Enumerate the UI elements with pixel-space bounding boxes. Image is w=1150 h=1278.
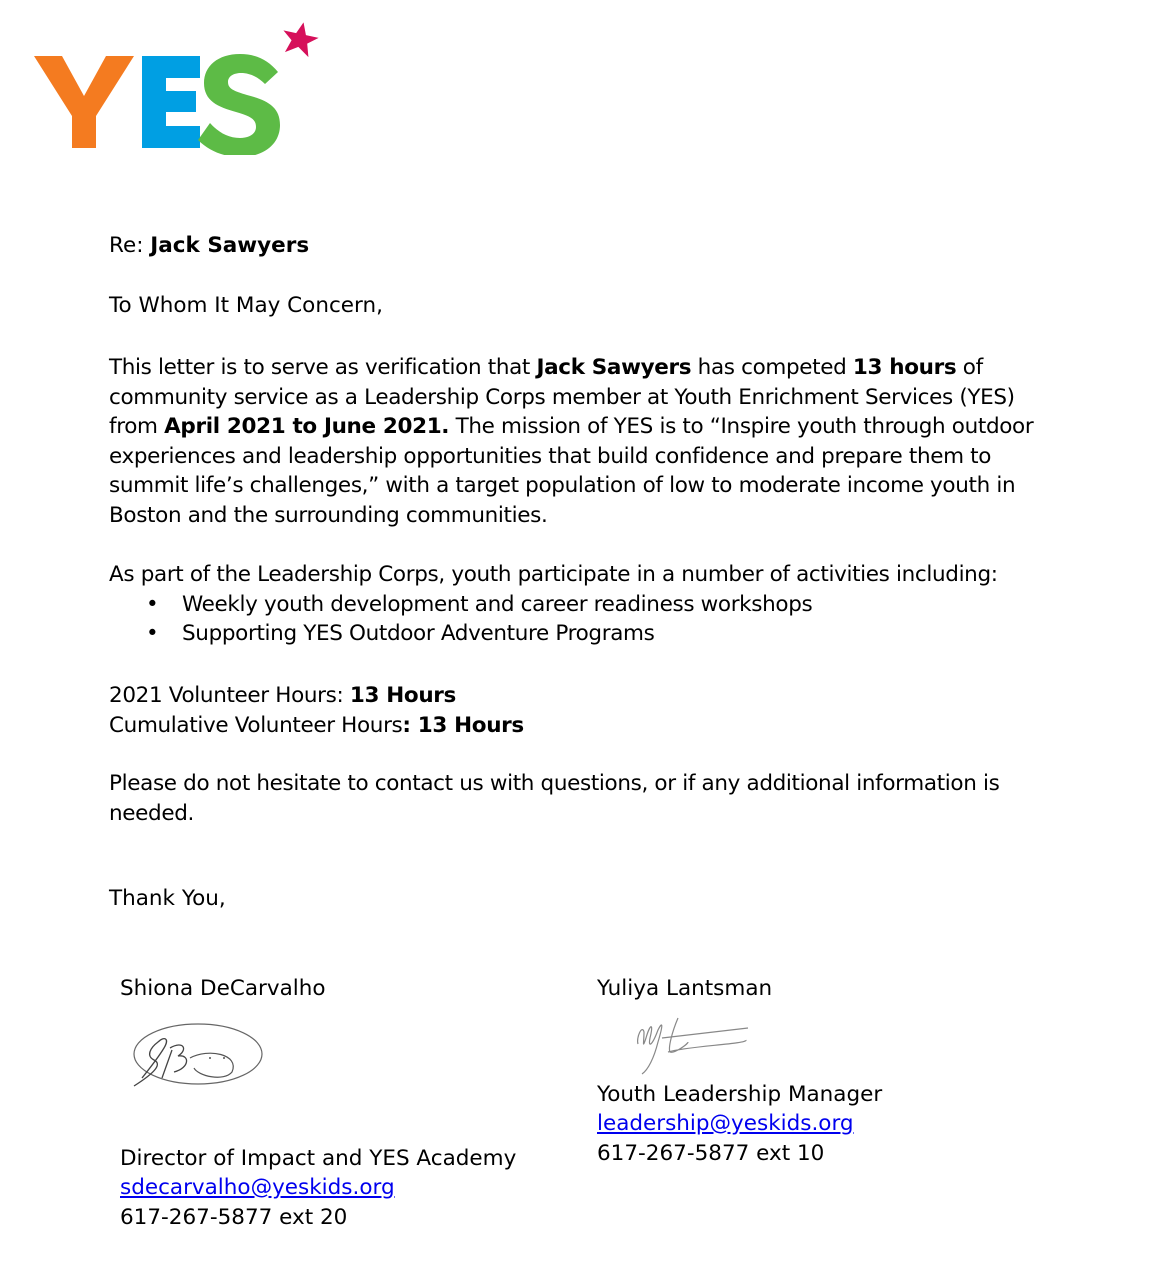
bullet-icon: • (146, 621, 159, 646)
hours-cumulative-value: : 13 Hours (402, 712, 524, 738)
signatory-1-title: Director of Impact and YES Academy (120, 1146, 517, 1171)
re-name: Jack Sawyers (150, 233, 310, 258)
activities-list (109, 590, 1069, 649)
hours-2021-value: 13 Hours (349, 683, 456, 708)
star-icon (279, 20, 321, 58)
list-item (109, 590, 1069, 620)
signatory-2-phone: 617-267-5877 ext 10 (597, 1141, 825, 1166)
re-label: Re: (109, 233, 151, 258)
hours-cumulative-line (109, 711, 1069, 741)
body-text: of community service as a Leadership Corps member at Youth Enrichment Services (YES) from (109, 355, 1015, 439)
hours-2021-line (109, 681, 1069, 711)
closing: Thank You, (109, 886, 226, 911)
yes-logo-graphic (32, 20, 322, 155)
yes-logo (32, 20, 322, 155)
signatory-2-name: Yuliya Lantsman (597, 976, 773, 1001)
re-line (109, 233, 309, 258)
body-text: This letter is to serve as verification that (109, 355, 537, 380)
signatory-1-name: Shiona DeCarvalho (120, 976, 326, 1001)
activities-intro: As part of the Leadership Corps, youth participate in a number of activities including: (109, 562, 998, 587)
signatory-2-email-link[interactable]: leadership@yeskids.org (597, 1111, 854, 1136)
mission-text: The mission of YES is to “Inspire youth through outdoor experiences and leadership opportunities that build confidence and prepare them to summit life’s challenges,” with a target population of low to moderate income youth in Boston and the surrounding communities. (109, 414, 1034, 528)
signature-1-image (128, 1020, 268, 1096)
list-item (109, 619, 1069, 649)
signatory-2-title: Youth Leadership Manager (597, 1082, 883, 1107)
verification-paragraph (109, 353, 1069, 530)
hours-cumulative-label: Cumulative Volunteer Hours (109, 712, 403, 738)
volunteer-name: Jack Sawyers (536, 355, 692, 380)
activity-label: Supporting YES Outdoor Adventure Programs (182, 621, 655, 646)
hours-2021-label: 2021 Volunteer Hours: (109, 683, 350, 708)
signatory-1-email-link[interactable]: sdecarvalho@yeskids.org (120, 1175, 395, 1200)
activities-section (109, 560, 1069, 649)
body-text: has competed (691, 355, 853, 380)
hours-summary (109, 681, 1069, 740)
bullet-icon: • (146, 591, 159, 617)
signature-2-image (628, 1008, 768, 1084)
service-dates: April 2021 to June 2021. (164, 414, 450, 439)
contact-note: Please do not hesitate to contact us with questions, or if any additional information is needed. (109, 771, 1000, 826)
salutation: To Whom It May Concern, (109, 293, 383, 318)
hours-completed: 13 hours (852, 355, 957, 380)
signatory-1-phone: 617-267-5877 ext 20 (120, 1205, 348, 1230)
activity-label: Weekly youth development and career readiness workshops (182, 591, 813, 617)
